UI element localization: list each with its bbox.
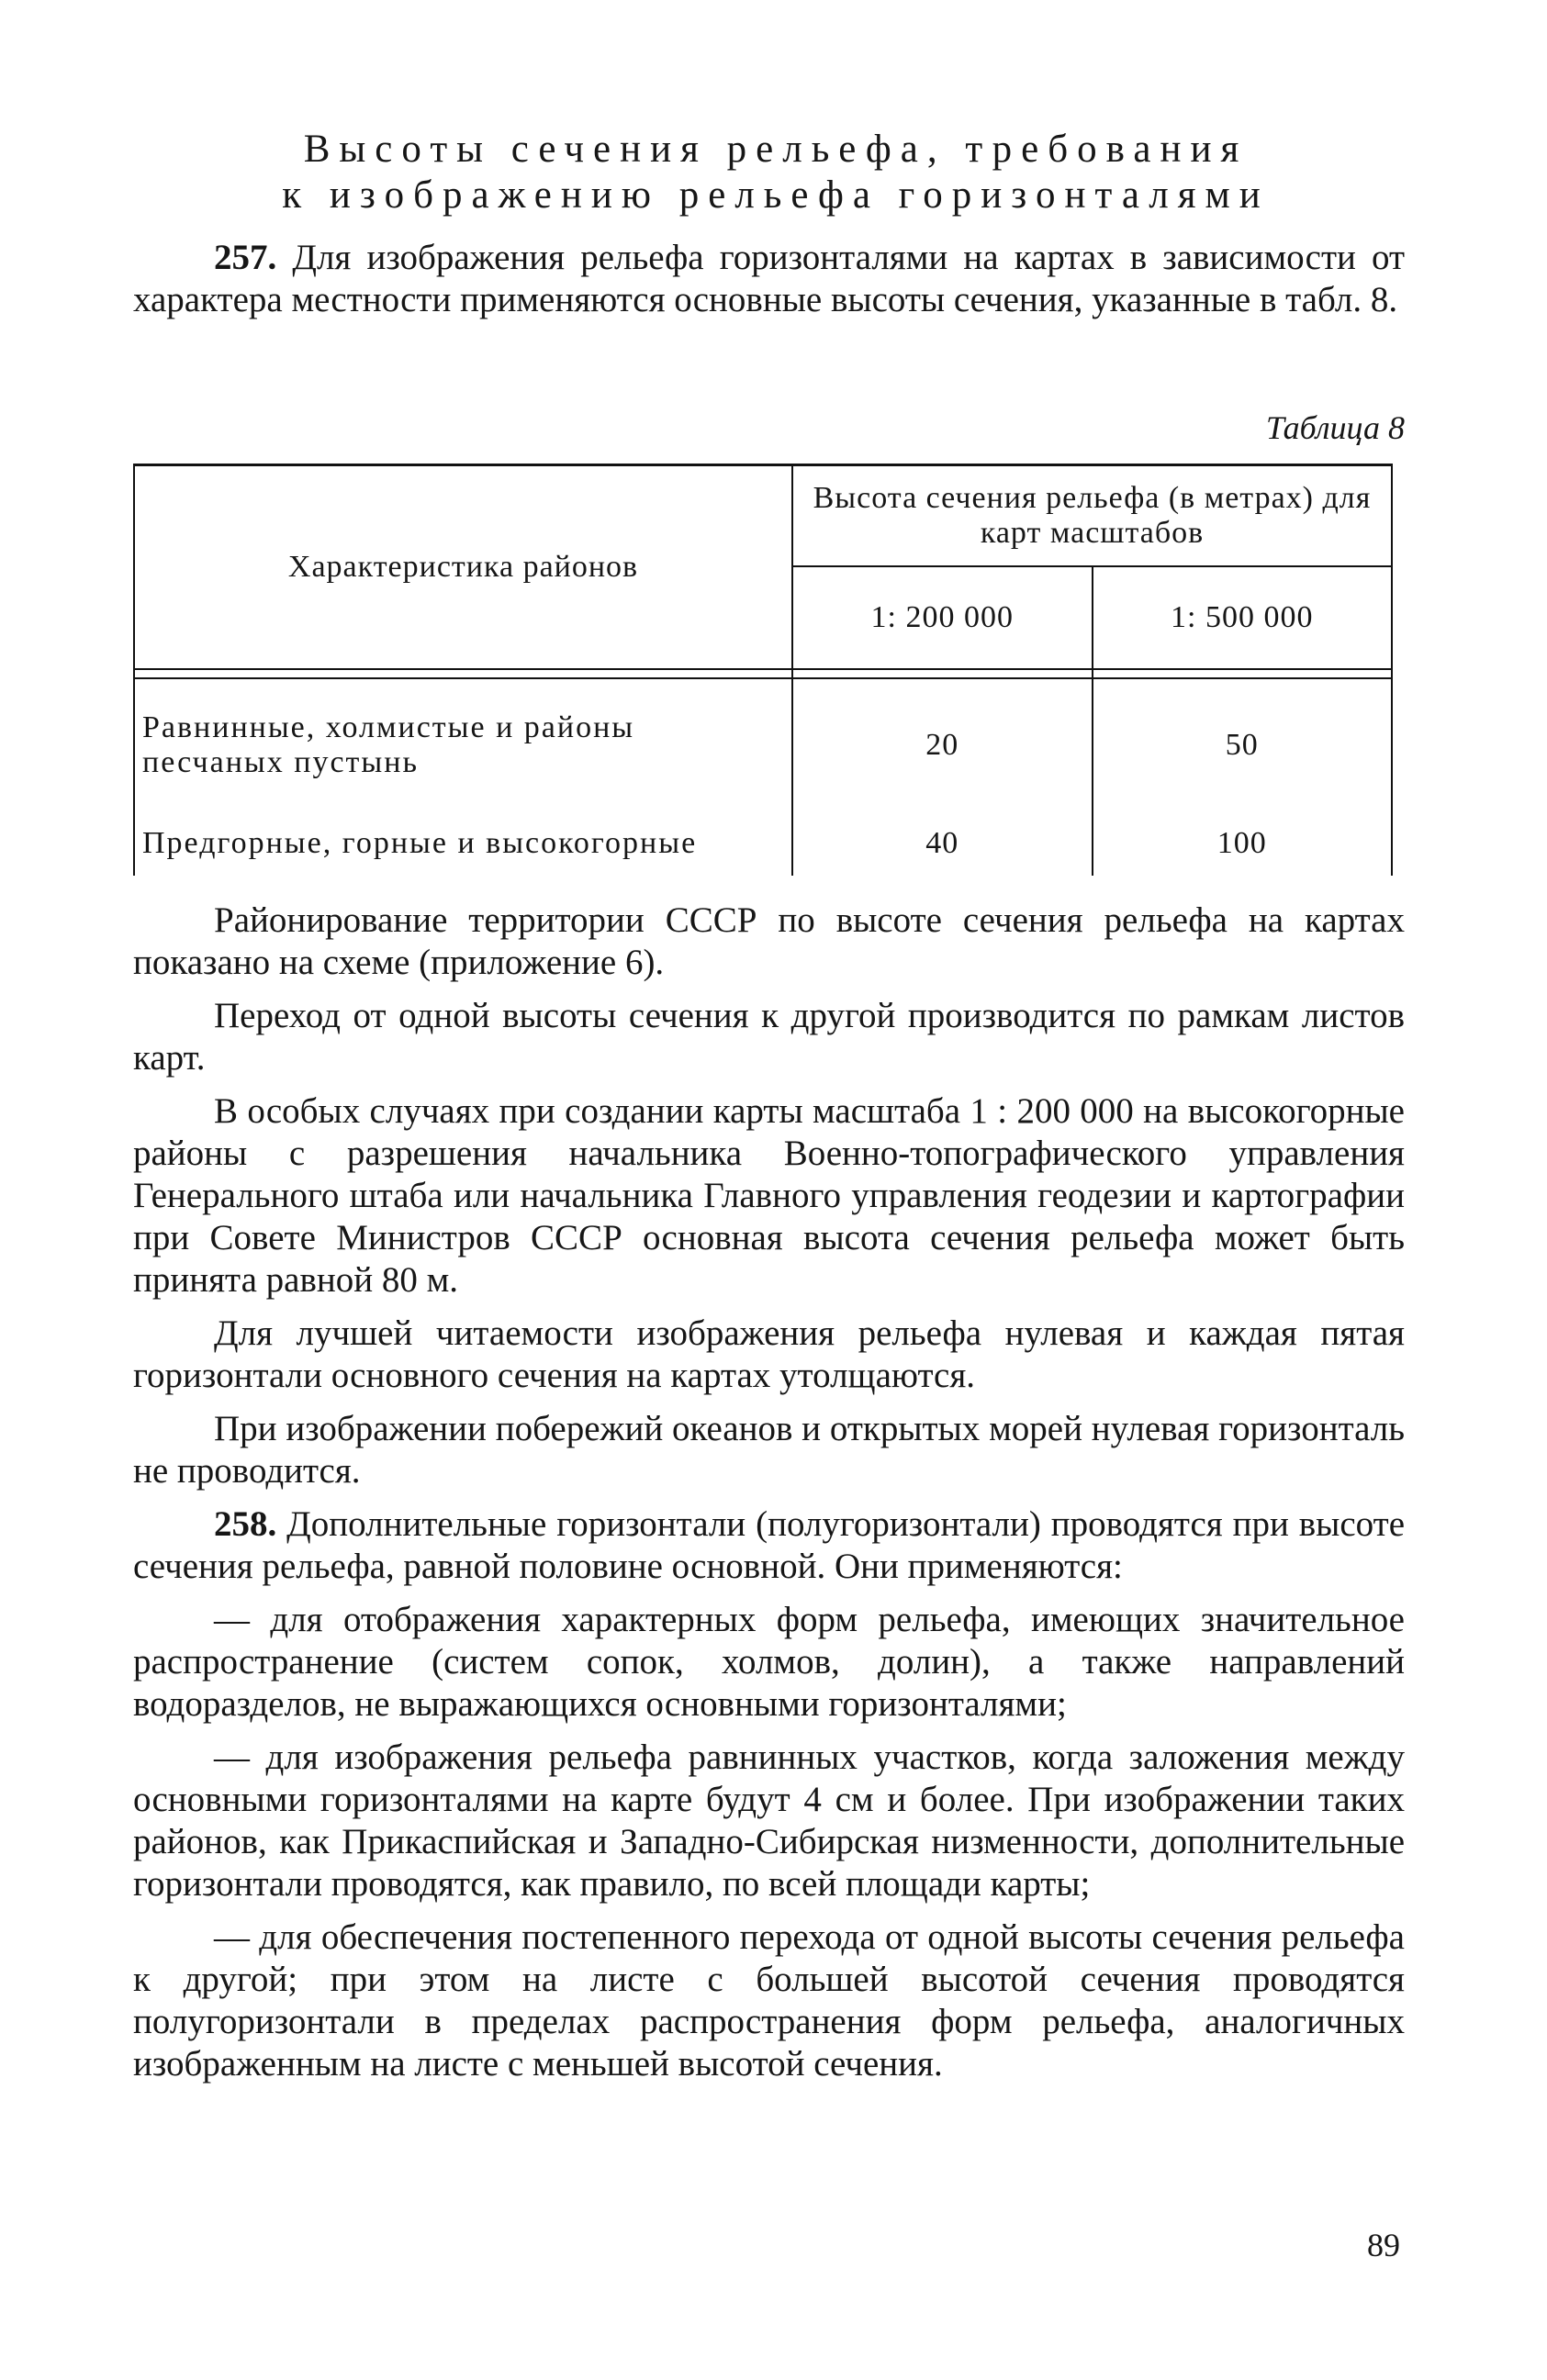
header-region: Характеристика районов	[134, 465, 792, 669]
paragraph-257-text: Для изображения рельефа горизонталями на картах в зависимости от характера местности применяются основные высоты сечения, указанные в табл. 8.	[133, 238, 1405, 319]
heading-line-2: к изображению рельефа горизонталями	[282, 173, 1270, 217]
section-heading	[138, 127, 1414, 218]
table-caption: Таблица 8	[1265, 409, 1405, 446]
paragraph-258	[133, 1503, 1405, 1588]
paragraph-257	[133, 237, 1405, 321]
header-scale-1: 1: 200 000	[792, 566, 1092, 669]
heading-line-1: Высоты сечения рельефа, требования	[303, 128, 1249, 171]
page-number: 89	[1367, 2227, 1400, 2263]
row-region: Равнинные, холмистые и районы песчаных пустынь	[134, 678, 792, 811]
paragraph: Районирование территории СССР по высоте сечения рельефа на картах показано на схеме (приложение 6).	[133, 900, 1405, 982]
header-height: Высота сечения рельефа (в метрах) для карт масштабов	[792, 465, 1392, 566]
height-table	[133, 464, 1393, 876]
table-double-rule	[134, 669, 1392, 678]
row-region: Предгорные, горные и высокогорные	[134, 811, 792, 876]
list-item: — для изображения рельефа равнинных участков, когда заложения между основными горизонталями на карте будут 4 см и более. При изображении таких районов, как Прикаспийская и Западно-Сибирская низменности, дополнительные горизонтали проводятся, как правило, по всей площади карты;	[133, 1738, 1405, 1904]
main-text	[133, 899, 1405, 2096]
row-value-200000: 20	[792, 678, 1092, 811]
list-item: — для отображения характерных форм рельефа, имеющих значительное распространение (систем сопок, холмов, долин), а также направлений водоразделов, не выражающихся основными горизонталями;	[133, 1600, 1405, 1724]
row-value-200000: 40	[792, 811, 1092, 876]
header-scale-2: 1: 500 000	[1093, 566, 1393, 669]
paragraph: Переход от одной высоты сечения к другой производится по рамкам листов карт.	[133, 996, 1405, 1078]
section-number-258: 258.	[214, 1504, 277, 1544]
list-item: — для обеспечения постепенного перехода от одной высоты сечения рельефа к другой; при этом на листе с большей высотой сечения проводятся полугоризонтали в пределах распространения форм рельефа, аналогичных изображенным на листе с меньшей высотой сечения.	[133, 1917, 1405, 2084]
paragraph: В особых случаях при создании карты масштаба 1 : 200 000 на высокогорные районы с разрешения начальника Военно-топографического управления Генерального штаба или начальника Главного управления геодезии и картографии при Совете Министров СССР основная высота сечения рельефа может быть принята равной 80 м.	[133, 1091, 1405, 1300]
paragraph: При изображении побережий океанов и открытых морей нулевая горизонталь не проводится.	[133, 1409, 1405, 1491]
table-row	[134, 811, 1392, 876]
paragraph-258-text: Дополнительные горизонтали (полугоризонтали) проводятся при высоте сечения рельефа, равной половине основной. Они применяются:	[133, 1504, 1406, 1586]
row-value-500000: 100	[1093, 811, 1393, 876]
row-value-500000: 50	[1093, 678, 1393, 811]
table-row	[134, 678, 1392, 811]
table-header-row	[134, 465, 1392, 566]
section-number-257: 257.	[214, 238, 277, 277]
paragraph: Для лучшей читаемости изображения рельефа нулевая и каждая пятая горизонтали основного сечения на картах утолщаются.	[133, 1313, 1405, 1395]
intro-block	[133, 237, 1405, 332]
